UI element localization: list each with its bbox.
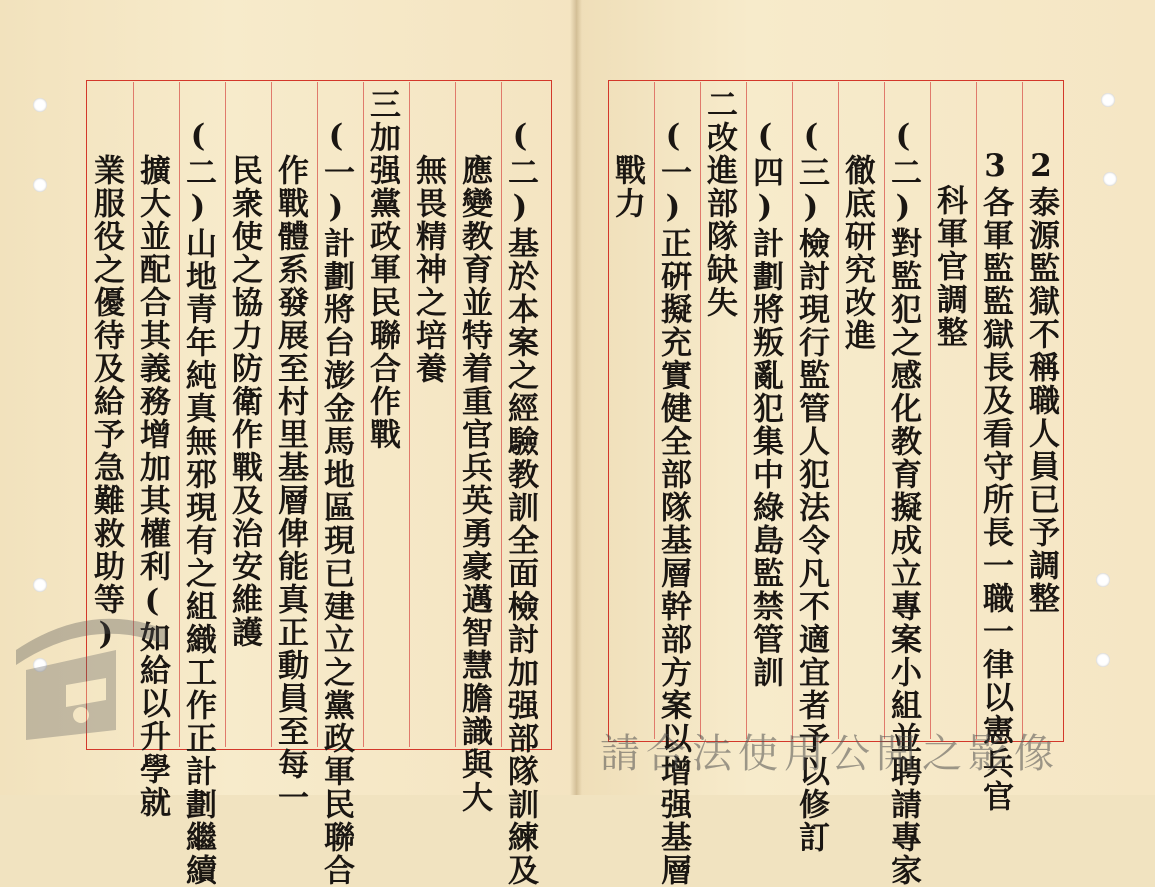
watermark: 請合法使用公開之影像 <box>600 731 1060 777</box>
text-column: 科軍官調整 <box>931 184 967 349</box>
text-column: (一)計劃將台澎金馬地區現已建立之黨政軍民聯合 <box>318 118 354 887</box>
text-column: 3各軍監監獄長及看守所長一職一律以憲兵官 <box>977 148 1013 813</box>
text-column: (三)檢討現行監管人犯法令凡不適宜者予以修訂 <box>793 118 829 854</box>
text-column: 徹底研究改進 <box>839 154 875 352</box>
text-column: 擴大並配合其義務增加其權利(如給以升學就 <box>134 154 170 819</box>
text-column: 戰力 <box>609 154 645 220</box>
text-column: 作戰體系發展至村里基層俾能真正動員至每一 <box>272 154 308 814</box>
punch-hole <box>1103 172 1117 186</box>
punch-hole <box>1096 653 1110 667</box>
text-column: (二)基於本案之經驗教訓全面檢討加强部隊訓練及 <box>502 118 538 887</box>
text-column: (二)山地青年純真無邪現有之組織工作正計劃繼續 <box>180 118 216 887</box>
text-column: (二)對監犯之感化教育擬成立專案小組並聘請專家 <box>885 118 921 887</box>
text-column: 民衆使之協力防衛作戰及治安維護 <box>226 154 262 649</box>
text-column: 2泰源監獄不稱職人員已予調整 <box>1023 148 1059 615</box>
page-gutter <box>570 0 582 795</box>
column-rule <box>930 82 931 739</box>
text-column: 二改進部隊缺失 <box>701 88 737 319</box>
punch-hole <box>33 98 47 112</box>
text-column: 業服役之優待及給予急難救助等) <box>88 154 124 654</box>
punch-hole <box>1096 573 1110 587</box>
text-column: 無畏精神之培養 <box>410 154 446 385</box>
archive-logo-icon <box>6 590 176 740</box>
text-column: (四)計劃將叛亂犯集中綠島監禁管訓 <box>747 118 783 689</box>
text-column: 應變教育並特着重官兵英勇豪邁智慧膽識與大 <box>456 154 492 814</box>
punch-hole <box>33 178 47 192</box>
text-column: (一)正硏擬充實健全部隊基層幹部方案以增强基層 <box>655 118 691 887</box>
text-column: 三加强黨政軍民聯合作戰 <box>364 88 400 451</box>
punch-hole <box>1101 93 1115 107</box>
